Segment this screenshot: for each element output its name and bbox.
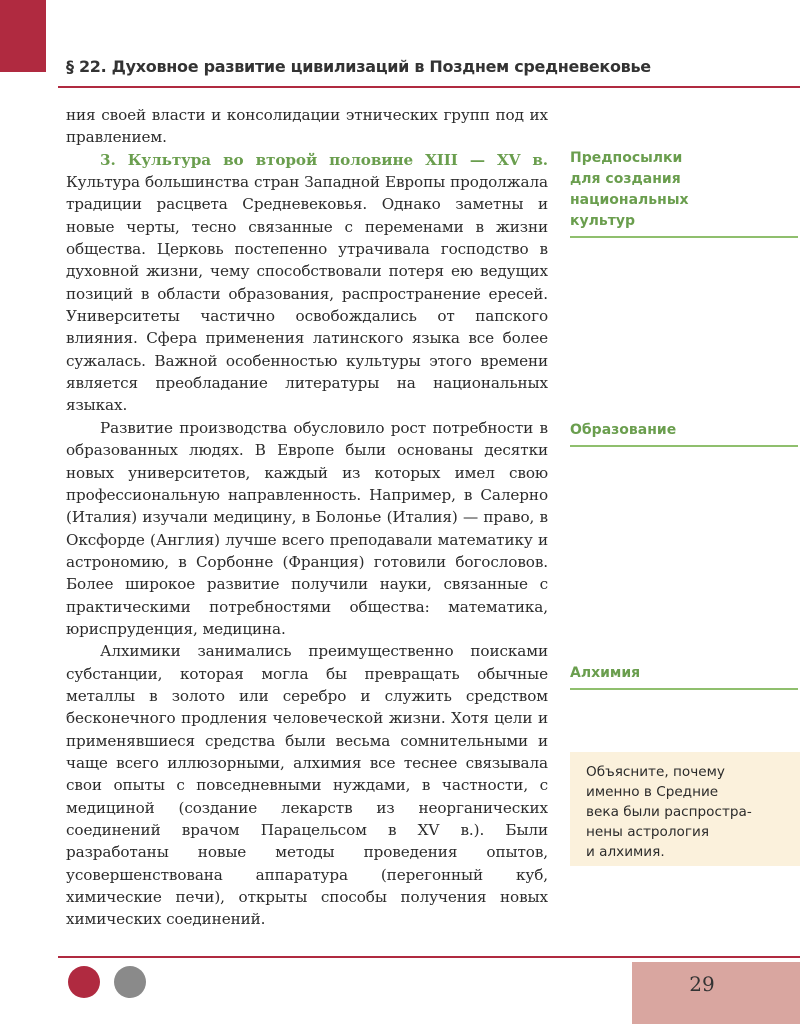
footer-divider — [58, 956, 800, 958]
margin-label-prerequisites — [570, 148, 798, 238]
margin-label-line: для создания — [570, 171, 681, 187]
margin-label-line: Предпосылки — [570, 150, 683, 166]
page-number-box — [632, 962, 800, 1024]
question-line: и алхимия. — [586, 844, 665, 860]
red-circle-icon — [68, 966, 100, 998]
paragraph-3: Развитие производства обусловило рост потребности в образованных людях. В Европе были основаны десятки новых университетов, каждый из которых имел свою профессиональную направленность. Например, в Салерно (Италия) изучали медицину, в Болонье (Италия) — право, в Оксфорде (Англия) лучше всего преподавали математику и астрономию, в Сорбонне (Франция) готовили богословов. Более широкое развитие получили науки, связанные с практическими потребностями общества: математика, юриспруденция, медицина. — [66, 418, 548, 638]
page-number: 29 — [689, 972, 715, 996]
section-heading: 3. Культура во второй половине XIII — XV в. — [100, 150, 548, 169]
paragraph-2 — [66, 149, 548, 417]
paragraph-4: Алхимики занимались преимущественно поисками субстанции, которая могла бы превращать обычные металлы в золото или серебро и служить средством бесконечного продления человеческой жизни. Хотя цели и применявшиеся средства были весьма сомнительными и чаще всего иллюзорными, алхимия все теснее связывала свои опыты с повседневными нуждами, в частности, с медициной (создание лекарств из неорганических соединений врачом Парацельсом в XV в.). Были разработаны новые методы проведения опытов, усовершенствована аппаратура (перегонный куб, химические печи), открыты способы получения новых химических соединений. — [66, 642, 548, 929]
gray-circle-icon — [114, 966, 146, 998]
margin-label-education: Образование — [570, 420, 798, 447]
question-line: века были распростра- — [586, 804, 752, 820]
paragraph-1: ния своей власти и консолидации этнических групп под их правлением. — [66, 106, 548, 147]
main-text-column — [66, 104, 548, 931]
margin-label-line: культур — [570, 213, 635, 229]
paragraph-2-body: Культура большинства стран Западной Европы продолжала традиции расцвета Средневековья. Однако заметны и новые черты, тесно связанные с переменами в жизни общества. Церковь постепенно утрачивала господство в духовной жизни, чему способствовали потеря ею ведущих позиций в области образования, распространение ересей. Университеты частично освобождались от папского влияния. Сфера применения латинского языка все более сужалась. Важной особенностью культуры этого времени является преобладание литературы на национальных языках. — [66, 173, 548, 415]
question-line: Объясните, почему — [586, 764, 725, 780]
page-header-title: § 22. Духовное развитие цивилизаций в Позднем средневековье — [66, 57, 651, 76]
question-box — [570, 752, 800, 866]
question-line: именно в Средние — [586, 784, 719, 800]
header-divider — [58, 86, 800, 88]
question-line: нены астрология — [586, 824, 710, 840]
margin-label-alchemy: Алхимия — [570, 663, 798, 690]
margin-label-line: национальных — [570, 192, 689, 208]
corner-accent-block — [0, 0, 46, 72]
